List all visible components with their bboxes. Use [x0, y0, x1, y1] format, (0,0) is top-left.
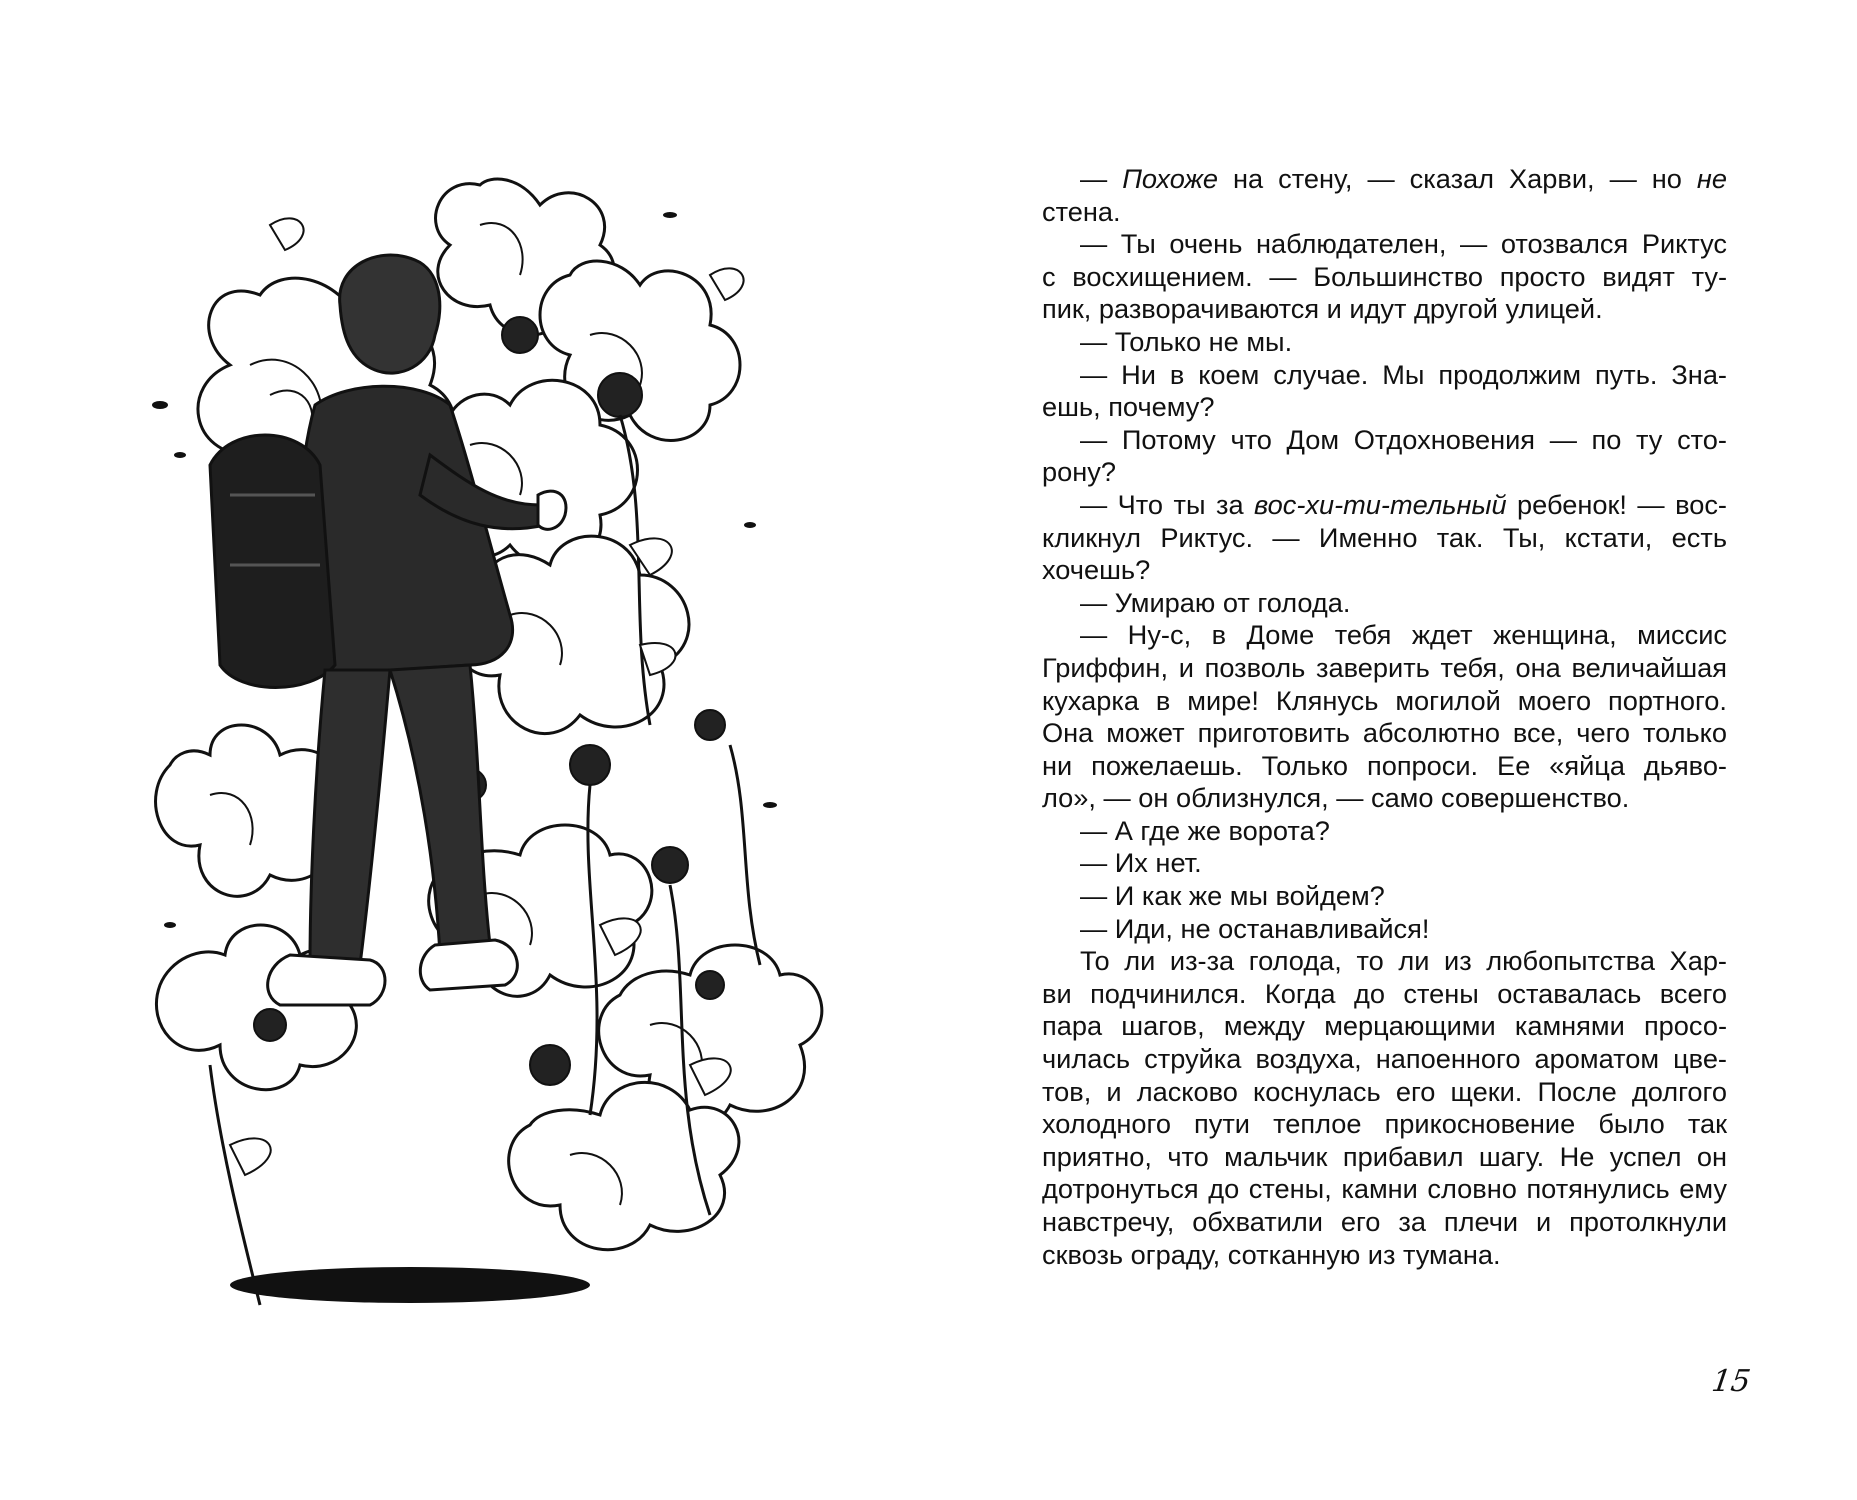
text-segment: приятно, что мальчик прибавил шагу. Не успел он — [1042, 1140, 1727, 1172]
text-segment: — Ну-с, в Доме тебя ждет женщина, миссис — [1080, 619, 1727, 651]
text-line — [1042, 163, 1727, 196]
text-segment: — Что ты за — [1080, 488, 1255, 520]
text-line — [1042, 391, 1727, 424]
text-line — [1042, 261, 1727, 294]
text-line — [1042, 228, 1727, 261]
text-segment: Гриффин, и позволь заверить тебя, она величайшая — [1042, 651, 1727, 683]
text-line — [1042, 685, 1727, 718]
text-line — [1042, 782, 1727, 815]
italic-text: Похоже — [1122, 163, 1219, 194]
text-segment: Она может приготовить абсолютно все, чего только — [1042, 717, 1727, 749]
text-line — [1042, 489, 1727, 522]
text-line — [1042, 359, 1727, 392]
text-segment: дотронуться до стены, камни словно потянулись ему — [1042, 1173, 1727, 1205]
italic-text: не — [1696, 163, 1727, 194]
text-line — [1042, 1206, 1727, 1239]
text-segment: — Умираю от голода. — [1080, 586, 1351, 618]
text-line — [1042, 424, 1727, 457]
text-line — [1042, 196, 1727, 229]
text-segment: холодного пути теплое прикосновение было так — [1042, 1108, 1727, 1140]
text-segment: — Их нет. — [1080, 847, 1202, 879]
text-segment: кухарка в мире! Клянусь могилой моего портного. — [1042, 684, 1727, 716]
text-line — [1042, 1010, 1727, 1043]
text-line — [1042, 1173, 1727, 1206]
text-segment: ло», — он облизнулся, — само совершенство. — [1042, 782, 1630, 814]
text-segment: стена. — [1042, 195, 1121, 227]
text-segment: — — [1080, 163, 1123, 194]
text-line — [1042, 750, 1727, 783]
text-segment: навстречу, обхватили его за плечи и протолкнули — [1042, 1206, 1727, 1237]
page-body-text — [1042, 163, 1727, 1271]
text-segment: — Только не мы. — [1080, 325, 1293, 357]
text-segment: ни пожелаешь. Только попроси. Ее «яйца дьяво- — [1042, 749, 1727, 781]
text-line — [1042, 945, 1727, 978]
text-line — [1042, 522, 1727, 555]
text-line — [1042, 554, 1727, 587]
text-segment: — Потому что Дом Отдохновения — по ту сто- — [1080, 423, 1727, 455]
text-line — [1042, 587, 1727, 620]
illustration-drawing — [150, 165, 850, 1355]
text-line — [1042, 717, 1727, 750]
text-segment: ешь, почему? — [1042, 391, 1215, 423]
text-segment: хочешь? — [1042, 554, 1151, 586]
text-segment: — Ни в коем случае. Мы продолжим путь. Зна- — [1080, 358, 1727, 390]
text-line — [1042, 913, 1727, 946]
text-segment: ребенок! — вос- — [1506, 488, 1727, 520]
text-segment: То ли из-за голода, то ли из любопытства Хар- — [1080, 945, 1727, 977]
text-segment: на стену, — сказал Харви, — но — [1218, 163, 1697, 194]
italic-text: вос-хи-ти-тельный — [1254, 488, 1507, 520]
text-segment: чилась струйка воздуха, напоенного ароматом цве- — [1042, 1043, 1727, 1075]
text-line — [1042, 619, 1727, 652]
text-segment: — А где же ворота? — [1080, 814, 1330, 846]
text-line — [1042, 880, 1727, 913]
text-segment: с восхищением. — Большинство просто видят ту- — [1042, 260, 1727, 292]
text-segment: кликнул Риктус. — Именно так. Ты, кстати, есть — [1042, 521, 1727, 553]
text-segment: рону? — [1042, 456, 1116, 488]
text-segment: пик, разворачиваются и идут другой улицей. — [1042, 293, 1603, 325]
text-line — [1042, 326, 1727, 359]
text-line — [1042, 978, 1727, 1011]
text-segment: — Ты очень наблюдателен, — отозвался Риктус — [1080, 228, 1727, 260]
text-line — [1042, 1108, 1727, 1141]
page-number: 15 — [1709, 1364, 1753, 1399]
text-line — [1042, 456, 1727, 489]
text-line — [1042, 652, 1727, 685]
text-segment: ви подчинился. Когда до стены оставалась всего — [1042, 977, 1727, 1009]
text-segment: — И как же мы войдем? — [1080, 880, 1385, 912]
boy-walking-illustration — [150, 165, 850, 1355]
text-line — [1042, 1043, 1727, 1076]
text-segment: тов, и ласково коснулась его щеки. После долгого — [1042, 1075, 1727, 1107]
text-line — [1042, 1076, 1727, 1109]
text-segment: — Иди, не останавливайся! — [1080, 912, 1430, 944]
text-line — [1042, 847, 1727, 880]
text-line — [1042, 1141, 1727, 1174]
text-line — [1042, 815, 1727, 848]
text-segment: пара шагов, между мерцающими камнями просо- — [1042, 1010, 1727, 1042]
text-line — [1042, 1239, 1727, 1272]
text-segment: сквозь ограду, сотканную из тумана. — [1042, 1238, 1501, 1270]
text-line — [1042, 293, 1727, 326]
